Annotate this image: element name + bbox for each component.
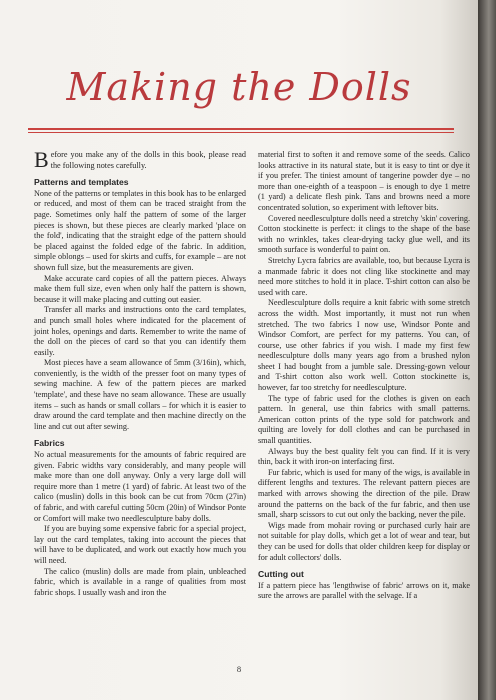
- paragraph: Fur fabric, which is used for many of the wigs, is available in different lengths and textures. The relevant pattern pieces are marked with arrows showing the direction of the pile. Draw around the patterns on the back of the fur fabric, and then use small, sharp scissors to cut out only the backing, never the pile.: [258, 467, 470, 520]
- book-spine-shadow: [478, 0, 496, 700]
- paragraph: None of the patterns or templates in this book has to be enlarged or reduced, and most of them can be traced straight from the page. Sometimes only half the pattern of some of the larger pieces is shown, but these pieces are clearly marked 'place on the fold', indicating that the straight edge of the pattern should be placed against the folded edge of the fabric. In addition, simple oblongs – used for skirts and cuffs, for example – are not shown full size, but the measurements are given.: [34, 188, 246, 272]
- page-number: 8: [236, 664, 242, 674]
- paragraph: material first to soften it and remove some of the seeds. Calico looks attractive in its natural state, but it is easy to tint or dye it if you prefer. The tiniest amount of tangerine powder dye – no more than one-eighth of a teaspoon – is enough to dye 1 metre (1 yard) a delicate flesh pink. Tans and browns need a more concentrated solution, so experiment with leftover bits.: [258, 150, 470, 212]
- paragraph: If a pattern piece has 'lengthwise of fabric' arrows on it, make sure the arrows are parallel with the selvage. If a: [258, 580, 470, 601]
- heading-rule-top: [28, 128, 454, 130]
- paragraph: Stretchy Lycra fabrics are available, too, but because Lycra is a manmade fabric it does not cling like stockinette and may need more stitches to hold it in place. T-shirt cotton can also be used with care.: [258, 255, 470, 297]
- paragraph: Transfer all marks and instructions onto the card templates, and punch small holes where indicated for the placement of joint holes, openings and darts. Remember to write the name of the doll on the pieces of card so that you can identify them easily.: [34, 305, 246, 357]
- paragraph: Most pieces have a seam allowance of 5mm (3/16in), which, conveniently, is the width of the presser foot on many types of sewing machine. A few of the pattern pieces are marked 'template', and these have no seam allowance. These are usually items – such as hands or small collars – for which it is easier to draw around the card template and then machine directly on the line and cut out after sewing.: [34, 358, 246, 431]
- paragraph: No actual measurements for the amounts of fabric required are given. Fabric widths vary considerably, and many people will make more than one doll anyway. Only a very large doll will require more than 1 metre (1 yard) of fabric. At least two of the calico (muslin) dolls in this book can be cut from 70cm (27in) of fabric, and with careful cutting 50cm (20in) of Windsor Ponte or Comfort will make two needlesculpture baby dolls.: [34, 450, 246, 523]
- section-heading-patterns: Patterns and templates: [34, 177, 129, 188]
- paragraph: Covered needlesculpture dolls need a stretchy 'skin' covering. Cotton stockinette is perfect: it clings to the shape of the base with no wrinkles, takes clear-drying tacky glue well, and its smooth surface is wonderful to paint on.: [258, 213, 470, 255]
- section-heading-cutting-out: Cutting out: [258, 569, 304, 580]
- page-heading: Making the Dolls: [66, 65, 412, 109]
- paragraph: The type of fabric used for the clothes is given on each pattern. In general, use thin fabrics with small patterns. American cotton prints of the type sold for patchwork and quilting are lovely for doll clothes and can be purchased in small quantities.: [258, 393, 470, 446]
- paragraph: Wigs made from mohair roving or purchased curly hair are not suitable for play dolls, which get a lot of wear and tear, but they can be used for dolls that older children keep for display or for adult collectors' dolls.: [258, 520, 470, 562]
- right-column: [258, 150, 470, 602]
- left-column: [34, 147, 246, 598]
- paragraph: Always buy the best quality felt you can find. If it is very thin, back it with iron-on interfacing first.: [258, 446, 470, 467]
- drop-cap: B: [34, 147, 49, 172]
- paragraph: If you are buying some expensive fabric for a special project, lay out the card templates, taking into account the pieces that will have to be duplicated, and work out exactly how much you will need.: [34, 524, 246, 565]
- paragraph: Make accurate card copies of all the pattern pieces. Always make them full size, even when only half the pattern is shown, because it will make placing and cutting out easier.: [34, 273, 246, 304]
- paragraph: The calico (muslin) dolls are made from plain, unbleached fabric, which is available in a range of qualities from most fabric shops. I usually wash and iron the: [34, 566, 246, 597]
- heading-rule-bottom: [28, 132, 454, 133]
- section-heading-fabrics: Fabrics: [34, 438, 65, 449]
- intro-paragraph: Before you make any of the dolls in this book, please read the following notes carefully.: [34, 147, 246, 172]
- paragraph: Needlesculpture dolls require a knit fabric with some stretch across the width. Most importantly, it must not run when stretched. The two fabrics I now use, Windsor Ponte and Windsor Comfort, are perfect for my patterns. You can, of course, use other fabrics if you wish. I made my first few needlesculpture dolls many years ago from a brushed nylon sheet I had bought from a jumble sale. Dressing-gown velour and T-shirt cotton also work well. Cotton stockinette is, however, far too stretchy for needlesculpture.: [258, 298, 470, 393]
